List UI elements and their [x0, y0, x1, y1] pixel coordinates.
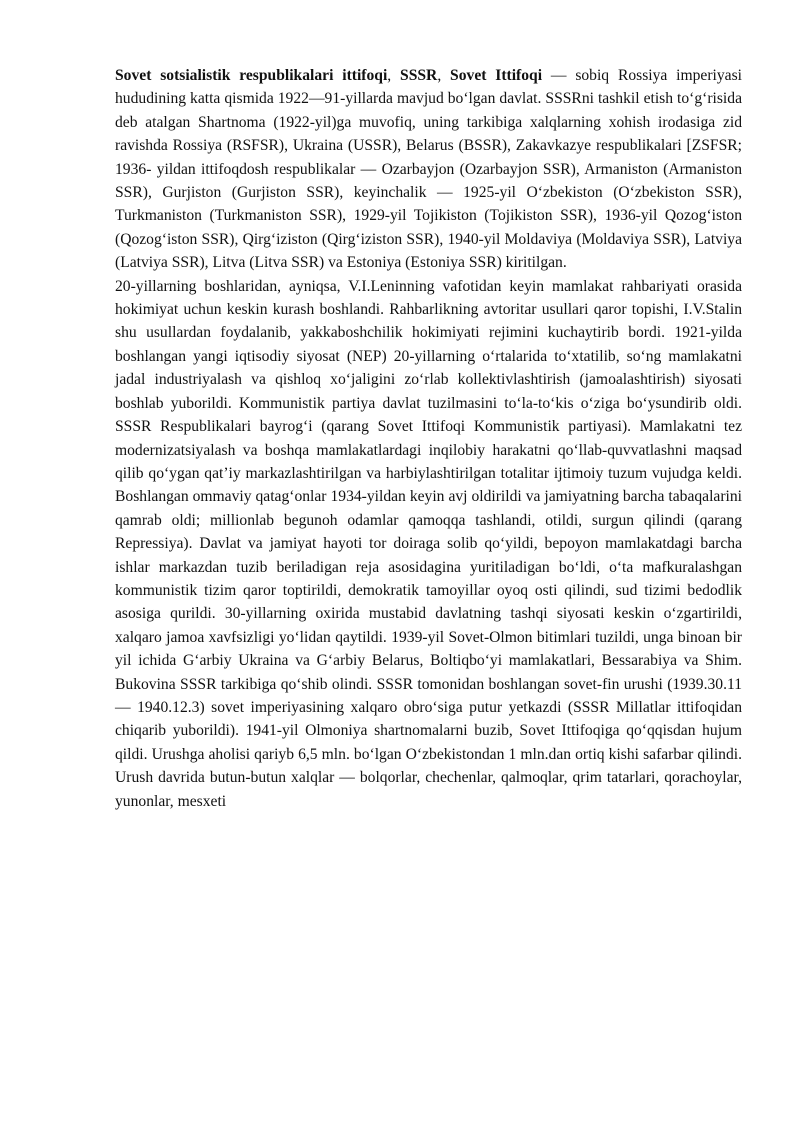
separator: , [437, 67, 451, 84]
paragraph-history: 20-yillarning boshlaridan, ayniqsa, V.I.Leninning vafotidan keyin mamlakat rahbariyati orasida hokimiyat uchun keskin kurash boshlandi. Rahbarlikning avtoritar usullari qaror topishi, I.V.Stalin shu usullardan foydalanib, yakkaboshchilik hokimiyati rejimini kuchaytirib bordi. 1921-yilda boshlangan yangi iqtisodiy siyosat (NEP) 20-yillarning oʻrtalarida toʻxtatilib, soʻng mamlakatni jadal industriyalash va qishloq xoʻjaligini zoʻrlab kollektivlashtirish (jamoalashtirish) siyosati boshlab yuborildi. Kommunistik partiya davlat tuzilmasini toʻla-toʻkis oʻziga boʻysundirib oldi. SSSR Respublikalari bayrogʻi (qarang Sovet Ittifoqi Kommunistik partiyasi). Mamlakatni tez modernizatsiyalash va boshqa mamlakatlardagi inqilobiy harakatni qoʻllab-quvvatlashni maqsad qilib qoʻygan qatʼiy markazlashtirilgan va harbiylashtirilgan totalitar ijtimoiy tuzum vujudga keldi. Boshlangan ommaviy qatagʻonlar 1934-yildan keyin avj oldirildi va jamiyatning barcha tabaqalarini qamrab oldi; millionlab begunoh odamlar qamoqqa tashlandi, otildi, surgun qilindi (qarang Repressiya). Davlat va jamiyat hayoti tor doiraga solib qoʻyildi, bepoyon mamlakatdagi barcha ishlar markazdan tuzib beriladigan reja asosidagina yuritiladigan boʻldi, oʻta mafkuralashgan kommunistik tizim qaror toptirildi, demokratik tamoyillar oyoq osti qilindi, sud tizimi bedodlik asosiga qurildi. 30-yillarning oxirida mustabid davlatning tashqi siyosati keskin oʻzgartirildi, xalqaro jamoa xavfsizligi yoʻlidan qaytildi. 1939-yil Sovet-Olmon bitimlari tuzildi, unga binoan bir yil ichida Gʻarbiy Ukraina va Gʻarbiy Belarus, Boltiqboʻyi mamlakatlari, Bessarabiya va Shim. Bukovina SSSR tarkibiga qoʻshib olindi. SSSR tomonidan boshlangan sovet-fin urushi (1939.30.11 — 1940.12.3) sovet imperiyasining xalqaro obroʻsiga putur yetkazdi (SSSR Millatlar ittifoqidan chiqarib yuborildi). 1941-yil Olmoniya shartnomalarni buzib, Sovet Ittifoqiga qoʻqqisdan hujum qildi. Urushga aholisi qariyb 6,5 mln. boʻlgan Oʻzbekistondan 1 mln.dan ortiq kishi safarbar qilindi. Urush davrida butun-butun xalqlar — bolqorlar, chechenlar, qalmoqlar, qrim tatarlari, qorachoylar, yunonlar, mesxeti [115, 277, 742, 810]
paragraph-intro-body: — sobiq Rossiya imperiyasi hududining katta qismida 1922—91-yillarda mavjud boʻlgan davlat. SSSRni tashkil etish toʻgʻrisida deb atalgan Shartnoma (1922-yil)ga muvofiq, uning tarkibiga xalqlarning xohish irodasiga zid ravishda Rossiya (RSFSR), Ukraina (USSR), Belarus (BSSR), Zakavkazye respublikalari [ZSFSR; 1936- yildan ittifoqdosh respublikalar — Ozarbayjon (Ozarbayjon SSR), Armaniston (Armaniston SSR), Gurjiston (Gurjiston SSR), keyinchalik — 1925-yil Oʻzbekiston (Oʻzbekiston SSR), Turkmaniston (Turkmaniston SSR), 1929-yil Tojikiston (Tojikiston SSR), 1936-yil Qozogʻiston (Qozogʻiston SSR), Qirgʻiziston (Qirgʻiziston SSR), 1940-yil Moldaviya (Moldaviya SSR), Latviya (Latviya SSR), Litva (Litva SSR) va Estoniya (Estoniya SSR) kiritilgan. [115, 67, 742, 272]
term-full-name: Sovet sotsialistik respublikalari ittifoqi [115, 67, 388, 84]
term-abbreviation: SSSR [400, 67, 438, 84]
paragraph-intro [115, 64, 742, 275]
separator: , [387, 67, 401, 84]
document-page [115, 64, 742, 813]
term-short-name: Sovet Ittifoqi [450, 67, 543, 84]
